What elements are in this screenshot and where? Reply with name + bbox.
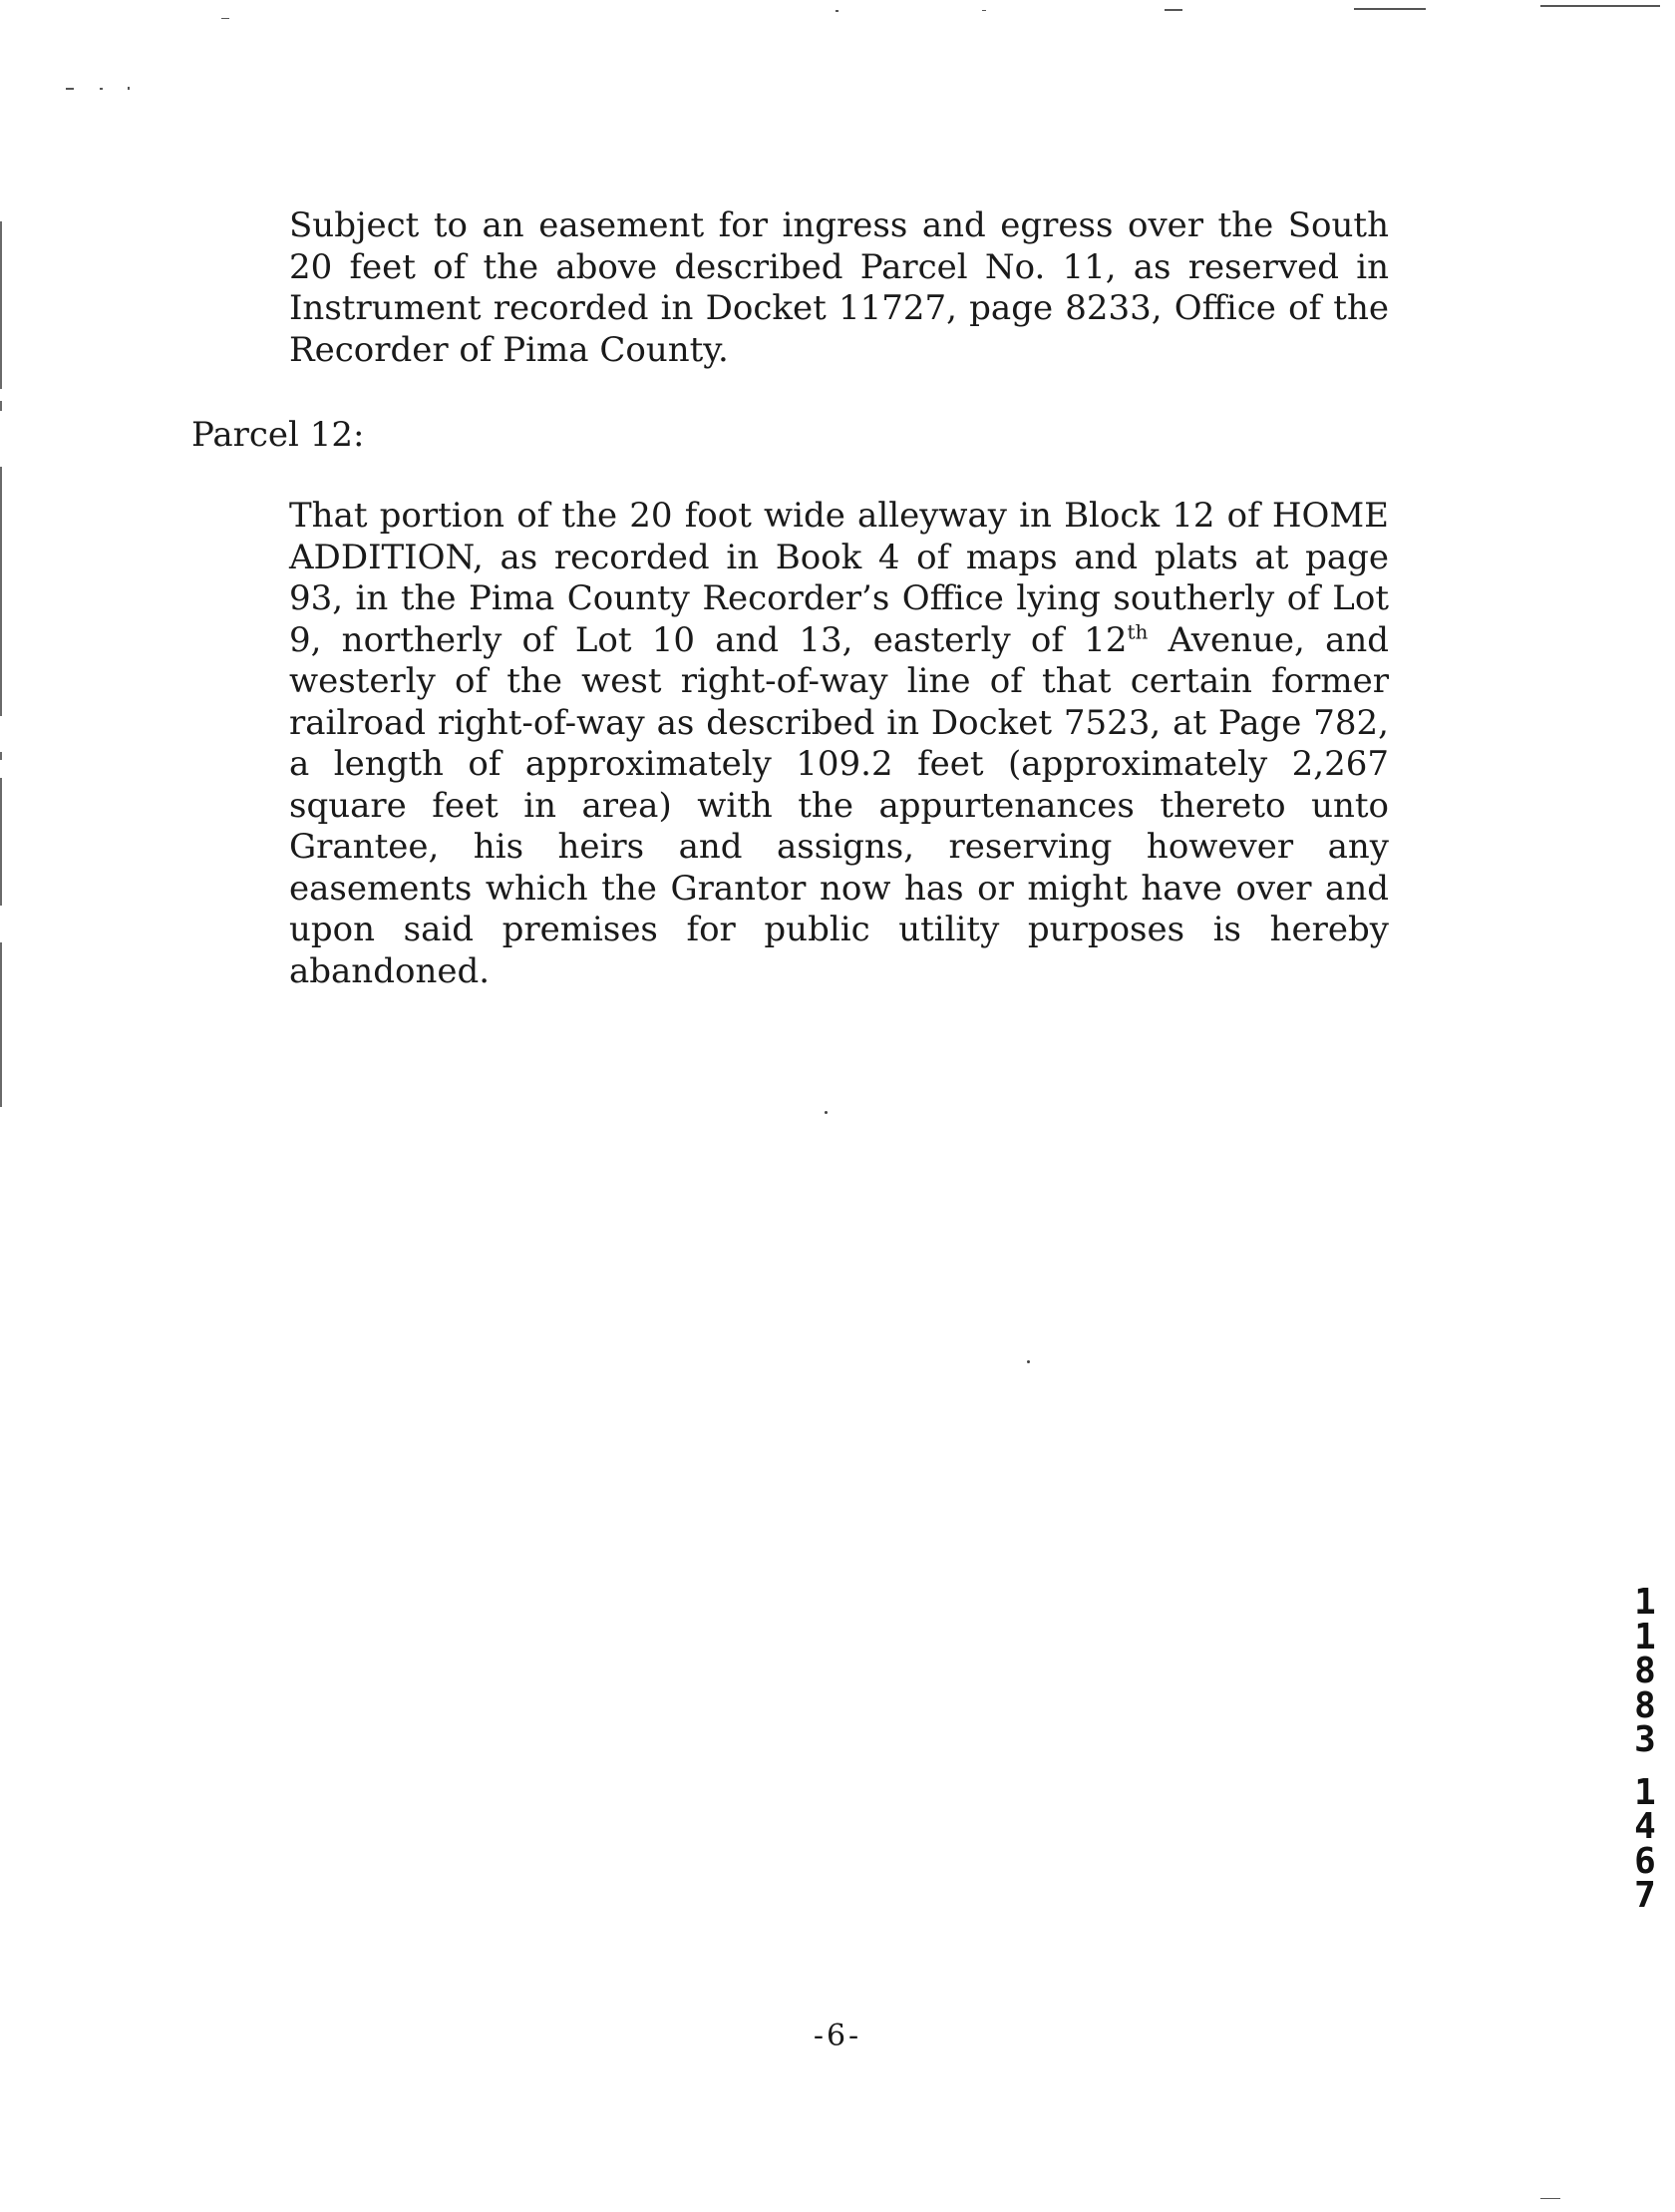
scan-artifact-left-2 xyxy=(100,88,103,90)
ordinal-superscript: th xyxy=(1127,619,1149,644)
scan-artifact-top-6 xyxy=(1540,5,1660,7)
scan-artifact-left-3 xyxy=(128,87,130,90)
stamp-digit: 1 xyxy=(1634,1616,1656,1658)
scan-edge-left-2 xyxy=(0,401,2,411)
stamp-digit: 6 xyxy=(1634,1840,1656,1882)
parcel-12-description xyxy=(289,496,1389,992)
stamp-digit: 1 xyxy=(1634,1771,1656,1813)
recording-stamp xyxy=(1625,1582,1665,1916)
stamp-digit: 8 xyxy=(1634,1651,1656,1691)
scan-edge-left-5 xyxy=(0,778,2,906)
parcel-12-text-part1: That portion of the 20 foot wide alleyway in Block 12 of HOME ADDITION, as recorded in Book 4 of maps and plats at page 93, in the Pima County Recorder’s Office lying southerly of Lot 9, northerly of Lot 10 and 13, easterly of 12 xyxy=(289,496,1389,660)
parcel-12-heading: Parcel 12: xyxy=(191,415,365,455)
scan-edge-left-6 xyxy=(0,942,2,1107)
easement-paragraph: Subject to an easement for ingress and egress over the South 20 feet of the above described Parcel No. 11, as reserved in Instrument recorded in Docket 11727, page 8233, Office of the Recorder of Pima County. xyxy=(289,205,1389,370)
stamp-digit: 4 xyxy=(1634,1806,1656,1847)
scan-speck-1 xyxy=(825,1111,828,1114)
stamp-digit: 8 xyxy=(1634,1684,1656,1726)
scan-artifact-top-1 xyxy=(221,18,229,19)
scan-edge-left-3 xyxy=(0,467,2,716)
stamp-digit: 1 xyxy=(1634,1582,1656,1623)
scan-artifact-top-4 xyxy=(1165,9,1182,11)
stamp-digit: 7 xyxy=(1634,1875,1656,1916)
scan-artifact-bottom-1 xyxy=(1540,2198,1560,2199)
scan-artifact-top-3 xyxy=(982,10,986,11)
scan-artifact-top-5 xyxy=(1354,8,1426,10)
scan-speck-2 xyxy=(1027,1360,1030,1363)
scan-edge-left-1 xyxy=(0,221,2,389)
stamp-digit: 3 xyxy=(1634,1719,1656,1760)
scan-artifact-top-2 xyxy=(836,10,838,12)
scan-edge-left-4 xyxy=(0,752,2,760)
scan-artifact-left-1 xyxy=(66,88,74,90)
page-number: -6- xyxy=(813,2019,862,2053)
parcel-12-text-part2: Avenue, and westerly of the west right-of-way line of that certain former railroad right-of-way as described in Docket 7523, at Page 782, a length of approximately 109.2 feet (approximately 2,267 square feet in area) with the appurtenances thereto unto Grantee, his heirs and assigns, reserving however any easements which the Grantor now has or might have over and upon said premises for public utility purposes is hereby abandoned. xyxy=(289,619,1389,991)
